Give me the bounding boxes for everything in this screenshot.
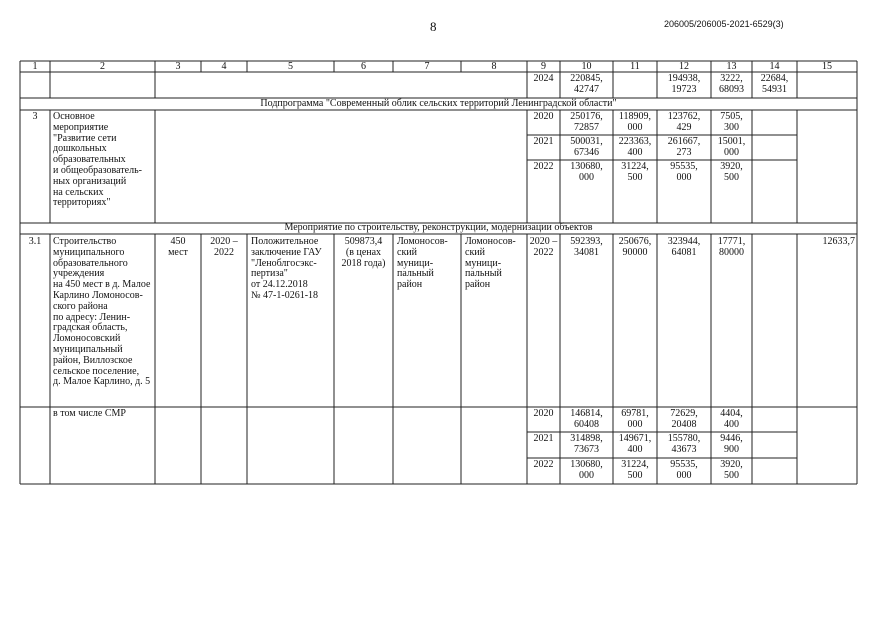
smr-year-2020: 2020 <box>533 408 554 419</box>
item3-2022-col12: 95535, 000 <box>670 161 698 183</box>
col-header-14: 14 <box>769 61 780 72</box>
col-header-15: 15 <box>822 61 832 72</box>
row-2024-col10: 220845, 42747 <box>570 73 603 95</box>
col-header-3: 3 <box>175 61 181 72</box>
col-header-2: 2 <box>100 61 105 72</box>
item3-year-2020: 2020 <box>533 111 554 122</box>
item31-col7: Ломоносов- ский муници- пальный район <box>397 236 448 291</box>
item3-2020-col10: 250176, 72857 <box>570 111 603 133</box>
measure-title: Мероприятие по строительству, реконструкции, модернизации объектов <box>284 222 593 233</box>
row-2024-col14: 22684, 54931 <box>760 73 789 95</box>
item3-2022-col11: 31224, 500 <box>621 161 649 183</box>
item3-2022-col10: 130680, 000 <box>570 161 603 183</box>
item3-name: Основное мероприятие "Развитие сети дошкольных образовательных и общеобразователь- ных организаций на сельских территориях" <box>53 111 142 209</box>
smr-year-2022: 2022 <box>533 459 554 470</box>
col-header-9: 9 <box>541 61 546 72</box>
item31-name: Строительство муниципального образовательного учреждения на 450 мест в д. Малое Карлино Ломоносов- ского района по адресу: Ленин- градская область, Ломоносовский муниципальный район, Виллозское сельское поселение, д. Малое Карлино, д. 5 <box>53 236 151 388</box>
smr-2021-col13: 9446, 900 <box>720 433 743 455</box>
col-header-12: 12 <box>679 61 689 72</box>
item3-year-2021: 2021 <box>533 136 554 147</box>
smr-2020-col10: 146814, 60408 <box>570 408 603 430</box>
smr-year-2021: 2021 <box>533 433 554 444</box>
item3-2021-col11: 223363, 400 <box>618 136 652 158</box>
smr-label: в том числе СМР <box>53 408 126 419</box>
page-number: 8 <box>430 19 437 34</box>
item3-2021-col13: 15001, 000 <box>717 136 746 158</box>
item31-col10: 592393, 34081 <box>570 236 603 258</box>
col-header-10: 10 <box>581 61 592 72</box>
item31-col15: 12633,7 <box>822 236 855 247</box>
col-header-11: 11 <box>630 61 640 72</box>
smr-2022-col12: 95535, 000 <box>670 459 698 481</box>
item31-col12: 323944, 64081 <box>667 236 701 258</box>
item3-2021-col10: 500031, 67346 <box>570 136 603 158</box>
col-header-8: 8 <box>491 61 497 72</box>
item31-col11: 250676, 90000 <box>618 236 652 258</box>
item3-year-2022: 2022 <box>533 161 554 172</box>
col-header-4: 4 <box>221 61 227 72</box>
item31-cost: 509873,4 (в ценах 2018 года) <box>341 236 386 269</box>
item3-2022-col13: 3920, 500 <box>720 161 743 183</box>
smr-2021-col10: 314898, 73673 <box>570 433 603 455</box>
subprogram-title: Подпрограмма "Современный облик сельских территорий Ленинградской области" <box>260 98 617 109</box>
smr-2022-col11: 31224, 500 <box>621 459 649 481</box>
smr-2021-col12: 155780, 43673 <box>667 433 701 455</box>
item3-number: 3 <box>32 111 38 122</box>
row-2024-col13: 3222, 68093 <box>719 73 744 95</box>
item3-2020-col13: 7505, 300 <box>720 111 743 133</box>
item3-2020-col12: 123762, 429 <box>667 111 701 133</box>
row-2024-year: 2024 <box>533 73 554 84</box>
smr-2020-col13: 4404, 400 <box>720 408 743 430</box>
item3-2020-col11: 118909, 000 <box>618 111 652 133</box>
item31-capacity: 450 мест <box>168 236 188 258</box>
document-code: 206005/206005-2021-6529(3) <box>664 19 784 29</box>
col-header-13: 13 <box>726 61 737 72</box>
col-header-7: 7 <box>424 61 430 72</box>
item3-2021-col12: 261667, 273 <box>667 136 701 158</box>
smr-2020-col11: 69781, 000 <box>621 408 649 430</box>
item31-years: 2020 – 2022 <box>529 236 558 258</box>
col-header-1: 1 <box>32 61 38 72</box>
item31-number: 3.1 <box>28 236 42 247</box>
row-2024-col12: 194938, 19723 <box>667 73 701 95</box>
smr-2021-col11: 149671, 400 <box>618 433 652 455</box>
item31-col13: 17771, 80000 <box>717 236 746 258</box>
smr-2020-col12: 72629, 20408 <box>670 408 698 430</box>
item31-period: 2020 – 2022 <box>210 236 238 258</box>
col-header-6: 6 <box>361 61 366 72</box>
col-header-5: 5 <box>288 61 293 72</box>
item31-expertise: Положительное заключение ГАУ "Леноблгосэкс- пертиза" от 24.12.2018 № 47-1-0261-18 <box>251 236 322 301</box>
smr-2022-col10: 130680, 000 <box>570 459 603 481</box>
smr-2022-col13: 3920, 500 <box>720 459 743 481</box>
item31-col8: Ломоносов- ский муници- пальный район <box>465 236 516 291</box>
